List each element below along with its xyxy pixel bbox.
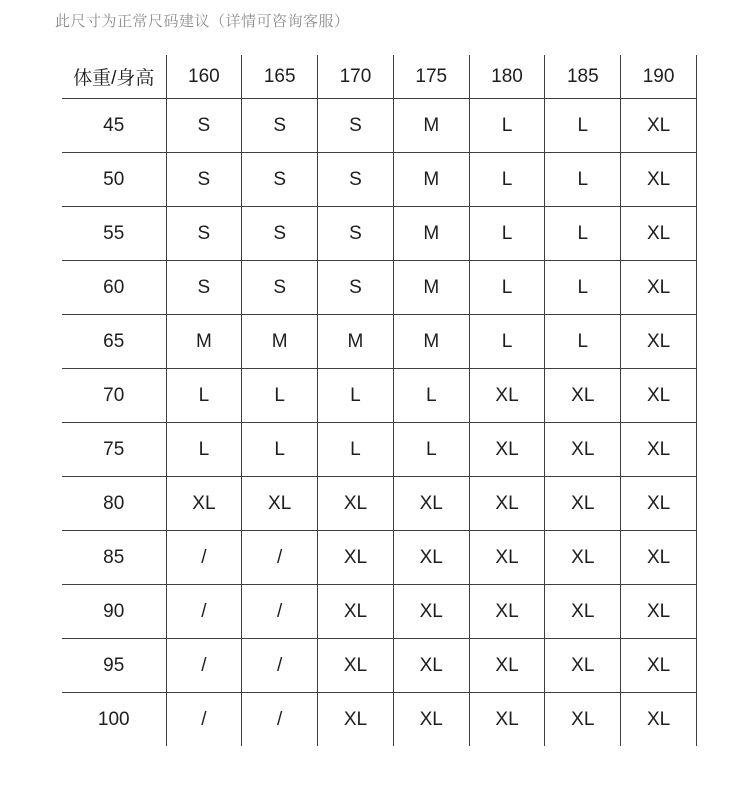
size-cell: XL <box>242 477 318 531</box>
size-cell: XL <box>469 531 545 585</box>
table-row <box>62 531 697 585</box>
size-cell: XL <box>318 693 394 747</box>
size-cell: / <box>242 639 318 693</box>
height-header-cell: 180 <box>469 55 545 99</box>
size-cell: XL <box>621 477 697 531</box>
weight-cell: 85 <box>62 531 166 585</box>
height-header-cell: 165 <box>242 55 318 99</box>
height-header-cell: 160 <box>166 55 242 99</box>
size-cell: L <box>469 261 545 315</box>
size-cell: L <box>166 369 242 423</box>
size-cell: S <box>318 153 394 207</box>
size-cell: XL <box>469 693 545 747</box>
size-cell: XL <box>545 639 621 693</box>
weight-cell: 95 <box>62 639 166 693</box>
weight-cell: 75 <box>62 423 166 477</box>
size-cell: S <box>242 207 318 261</box>
size-cell: XL <box>469 423 545 477</box>
height-header-cell: 170 <box>318 55 394 99</box>
size-cell: XL <box>469 639 545 693</box>
size-cell: M <box>242 315 318 369</box>
size-cell: XL <box>318 585 394 639</box>
table-row <box>62 693 697 747</box>
height-header-cell: 190 <box>621 55 697 99</box>
corner-header-cell: 体重/身高 <box>62 55 166 99</box>
size-cell: XL <box>621 153 697 207</box>
table-row <box>62 261 697 315</box>
size-cell: L <box>545 99 621 153</box>
weight-cell: 80 <box>62 477 166 531</box>
weight-cell: 55 <box>62 207 166 261</box>
size-cell: S <box>166 261 242 315</box>
table-row <box>62 369 697 423</box>
size-cell: XL <box>393 477 469 531</box>
size-cell: XL <box>469 477 545 531</box>
size-cell: / <box>166 693 242 747</box>
size-cell: S <box>242 153 318 207</box>
weight-cell: 45 <box>62 99 166 153</box>
table-row <box>62 477 697 531</box>
size-cell: XL <box>545 693 621 747</box>
size-cell: S <box>318 99 394 153</box>
size-cell: L <box>393 369 469 423</box>
size-cell: XL <box>621 639 697 693</box>
size-advice-note: 此尺寸为正常尺码建议（详情可咨询客服） <box>55 13 350 30</box>
table-row <box>62 153 697 207</box>
size-cell: L <box>469 207 545 261</box>
height-header-cell: 175 <box>393 55 469 99</box>
size-cell: / <box>242 585 318 639</box>
weight-cell: 50 <box>62 153 166 207</box>
weight-cell: 65 <box>62 315 166 369</box>
size-cell: XL <box>621 369 697 423</box>
table-row <box>62 207 697 261</box>
size-cell: S <box>242 261 318 315</box>
size-cell: XL <box>393 639 469 693</box>
size-cell: S <box>242 99 318 153</box>
size-cell: XL <box>166 477 242 531</box>
size-cell: L <box>469 99 545 153</box>
size-cell: M <box>393 207 469 261</box>
size-cell: XL <box>621 585 697 639</box>
size-cell: XL <box>621 99 697 153</box>
weight-cell: 90 <box>62 585 166 639</box>
size-cell: S <box>166 207 242 261</box>
size-cell: XL <box>545 585 621 639</box>
size-cell: S <box>166 153 242 207</box>
table-row <box>62 639 697 693</box>
size-cell: L <box>545 315 621 369</box>
size-cell: XL <box>318 531 394 585</box>
size-cell: / <box>166 585 242 639</box>
size-cell: M <box>393 261 469 315</box>
size-cell: XL <box>393 693 469 747</box>
size-cell: XL <box>545 423 621 477</box>
size-cell: XL <box>545 531 621 585</box>
size-cell: L <box>318 369 394 423</box>
size-cell: S <box>166 99 242 153</box>
size-cell: S <box>318 207 394 261</box>
size-cell: / <box>166 531 242 585</box>
size-cell: / <box>242 693 318 747</box>
size-cell: L <box>242 369 318 423</box>
size-cell: M <box>393 315 469 369</box>
size-cell: M <box>393 153 469 207</box>
header-row <box>62 55 697 99</box>
size-cell: XL <box>621 693 697 747</box>
size-chart-body <box>62 99 697 747</box>
size-chart-table <box>62 55 697 746</box>
size-cell: L <box>545 153 621 207</box>
size-cell: / <box>242 531 318 585</box>
size-cell: XL <box>621 261 697 315</box>
size-cell: XL <box>393 585 469 639</box>
size-cell: L <box>545 207 621 261</box>
table-row <box>62 423 697 477</box>
size-cell: M <box>166 315 242 369</box>
size-cell: L <box>393 423 469 477</box>
weight-cell: 100 <box>62 693 166 747</box>
height-header-cell: 185 <box>545 55 621 99</box>
size-cell: L <box>242 423 318 477</box>
size-cell: XL <box>621 531 697 585</box>
size-cell: XL <box>545 369 621 423</box>
size-cell: / <box>166 639 242 693</box>
size-cell: XL <box>621 315 697 369</box>
table-row <box>62 99 697 153</box>
table-row <box>62 315 697 369</box>
size-cell: L <box>166 423 242 477</box>
size-cell: XL <box>621 423 697 477</box>
size-cell: XL <box>318 639 394 693</box>
size-cell: M <box>393 99 469 153</box>
size-cell: XL <box>469 369 545 423</box>
weight-cell: 70 <box>62 369 166 423</box>
size-cell: XL <box>318 477 394 531</box>
size-cell: L <box>469 153 545 207</box>
size-cell: L <box>318 423 394 477</box>
size-cell: XL <box>469 585 545 639</box>
size-cell: XL <box>621 207 697 261</box>
size-cell: XL <box>545 477 621 531</box>
size-cell: L <box>545 261 621 315</box>
size-cell: S <box>318 261 394 315</box>
size-cell: L <box>469 315 545 369</box>
size-cell: XL <box>393 531 469 585</box>
size-cell: M <box>318 315 394 369</box>
weight-cell: 60 <box>62 261 166 315</box>
table-row <box>62 585 697 639</box>
